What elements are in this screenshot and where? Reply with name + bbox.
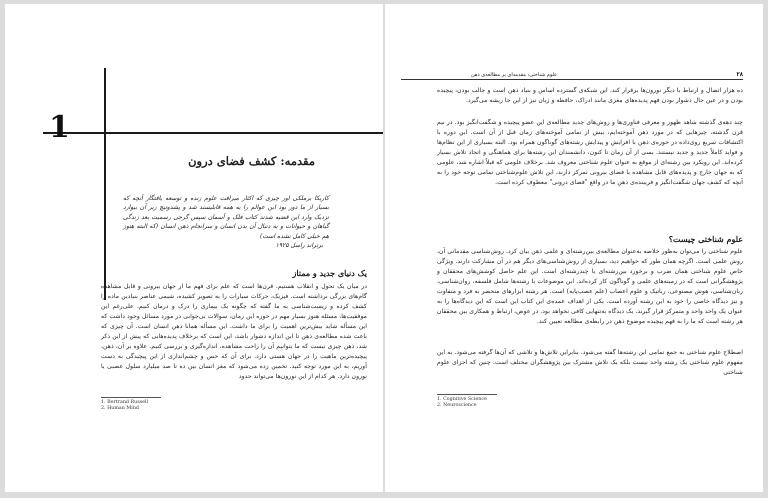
left-page xyxy=(5,4,383,492)
footnote-1: 1. Bertrand Russell xyxy=(101,400,149,405)
footnote-2: 2. Neuroscience xyxy=(437,403,477,408)
footnote-2: 2. Human Mind xyxy=(101,406,140,411)
chapter-horizontal-rule xyxy=(43,132,383,134)
paragraph-3: علوم شناختی را می‌توان به‌طور خلاصه به‌عنوان مطالعه‌ی بین‌رشته‌ای و علمی ذهن بیان کرد. روش‌شناسی مقدماتی آن، روش علمی است. اگرچه همان طور که خواهیم دید، بسیاری از روش‌شناسی‌های دیگر هم در آن مشارکت دارند. ویژگی خاص علوم شناختی همان ضرب و برخورد بین‌رشته‌ای یا چندرشته‌ای است. این علم حاصل کوشش‌های محققان و پژوهشگرانی است که در زمینه‌های علمی و گوناگون کار کرده‌اند. این موضوعات با رشته‌ها شامل فلسفه، روان‌شناسی، زبان‌شناسی، هوش مصنوعی، رباتیک و علوم اعصاب (علم عصب‌پایه) است. هر رشته ابزارهای منحصر به فرد و متفاوت و نیز دیدگاه خاصی را خود به این رشته آورده است. یکی از اهداف عمده‌ی این کتاب این است که این دیدگاه‌ها را به‌ عنوان یک واحد واحد و متمرکز قرار گیرند. یک دیدگاه به‌تنهایی کافی نخواهد بود. در عوض، ارتباط و همکاری بین محققان هر رشته است که ما را به فهم پیچیده موضوع ذهن در رابطه‌ی مطالعه تعیین کند. xyxy=(437,248,743,326)
chapter-title: مقدمه: کشف فضای درون xyxy=(188,154,315,168)
page-number: ۲۸ xyxy=(736,71,743,78)
right-page xyxy=(385,4,763,492)
section-heading: علوم شناختی چیست؟ xyxy=(668,234,743,244)
paragraph-4: اصطلاح علوم شناختی به جمع تمامی این رشته‌ها گفته می‌شود. بنابراین تلاش‌ها و تلاشی که آن‌ها گرفته می‌شود. به این مفهوم علوم شناختی یک رشته واحد نیست بلکه یک تلاش مشترک بین پژوهشگران مختلف است. چنین که اجزای علوم شناختی xyxy=(437,349,743,377)
footnote-rule xyxy=(437,394,497,395)
body-text: در میان یک تحول و انقلاب هستیم. قرن‌ها است که علم برای فهم ما از جهان بیرونی و قابل مشاهده گام‌های بزرگی برداشته است. فیزیک، حرکات سیارات را به تصویر کشیده، شیمی عناصر بنیادین ماده را کشف کرده و زیست‌شناسی به ما گفته که چگونه یک بیماری را درک و درمان کنیم. علی‌رغم این موفقیت‌ها، مسئله هنوز بسیار مهم در حوزه این زمان، سوالات بی‌جوابی در مورد مسائل وجود داشت که این مسأله شاید بیش‌ترین اهمیت را برای ما داشت. این مسأله همانا ذهن انسان است. آن چیزی که باعث شده مطالعه‌ی ذهن تا این اندازه دشوار باشد، این است که برخلاف پدیده‌هایی که پیش از این ذکر شد، ذهن چیزی نیست که ما بتوانیم آن را راحت مشاهده، اندازه‌گیری و بررسی کنیم. علاوه بر آن، ذهن، پیچیده‌ترین ماهیت را در جهان هستی دارد. برای آن که حس و چشم‌اندازی از این پیچیدگی به دست آوریم، به این مورد توجه کنید. تخمین زده می‌شود که مغز انسان بین ده تا صد میلیارد سلول عصبی یا نورون دارد. هر کدام از این نورون‌ها می‌تواند حدود xyxy=(101,283,367,381)
epigraph: کاریکا برملکی اور چیزی که اکثار میرافت علوم زنده و توسعه یافتگار آنچه که بسیار از ما دور بود این عوالم را به همه قابلیسند شد و پشدوتیچ زیر آن بیوارد نزدیک وارد این قضیه شدند کتاب فلک و آسمان سپس گرجی رسمیت بعد زندگی گیاهان و حیوانات و به دنبال آن بدن انسان و سرانجام ذهن انسان (که البته هنوز هم خیلی کامل نشده است) xyxy=(123,195,329,240)
running-header xyxy=(401,71,743,80)
footnote-rule xyxy=(101,397,161,398)
chapter-vertical-rule xyxy=(104,68,106,300)
epigraph-source: برتراند راسل ۱۹۲۵ xyxy=(275,242,323,249)
section-heading: یک دنیای جدید و ممتاز xyxy=(292,268,367,278)
chapter-number: 1 xyxy=(49,110,70,145)
paragraph-1: ده هزار اتصال و ارتباط با دیگر نورون‌ها برقرار کند. این شبکه‌ی گسترده اساس و بنیاد ذهن است و جالب بودن، پیچیده بودن و در عین حال دشوار بودن فهم پدیده‌های مغزی مانند ادراک، حافظه و زبان نیز از این جا ریشه می‌گیرد. xyxy=(437,87,743,105)
running-title: علوم شناختی: مقدمه‌ای بر مطالعه‌ی ذهن xyxy=(471,72,558,78)
paragraph-2: چند دهه‌ی گذشته شاهد ظهور و معرفی فناوری‌ها و روش‌های جدید مطالعه‌ی این عضو پیچیده و شگفت‌انگیز بود. در نیم قرن گذشته، چیزهایی که در مورد ذهن آموخته‌ایم، بیش از تمامی آموخته‌های زمان قبل از آن است. این دوره با اکتشافات سریع روی‌داده در حوزه‌ی ذهن با افزایش و پیدایش رشته‌های گوناگون همراه بود. البته بسیاری از این نظام‌ها و فواید کاملاً جدید و جدید نیستند. بسی از آن زمان تا کنون، دانشمندان این رشته‌ها برای هماهنگی و اتحاد تلاش بسیار کرده‌اند. این رویکرد بین رشته‌ای از موقع به عنوان علوم شناختی معروف شد. برخلاف علومی که قبلاً اشاره شد، علومی که به جهان خارج و پدیده‌های قابل مشاهده یا فضای بیرونی تمرکز دارند، این تلاش علوم‌شناختی تمامی توجه خود را به آنچه که کشف جهان شگفت‌انگیز و فریبنده‌ی ذهن ما در واقع "فضای درونی" معطوف کرده است. xyxy=(437,119,743,187)
footnote-1: 1. Cognitive Science xyxy=(437,397,487,402)
